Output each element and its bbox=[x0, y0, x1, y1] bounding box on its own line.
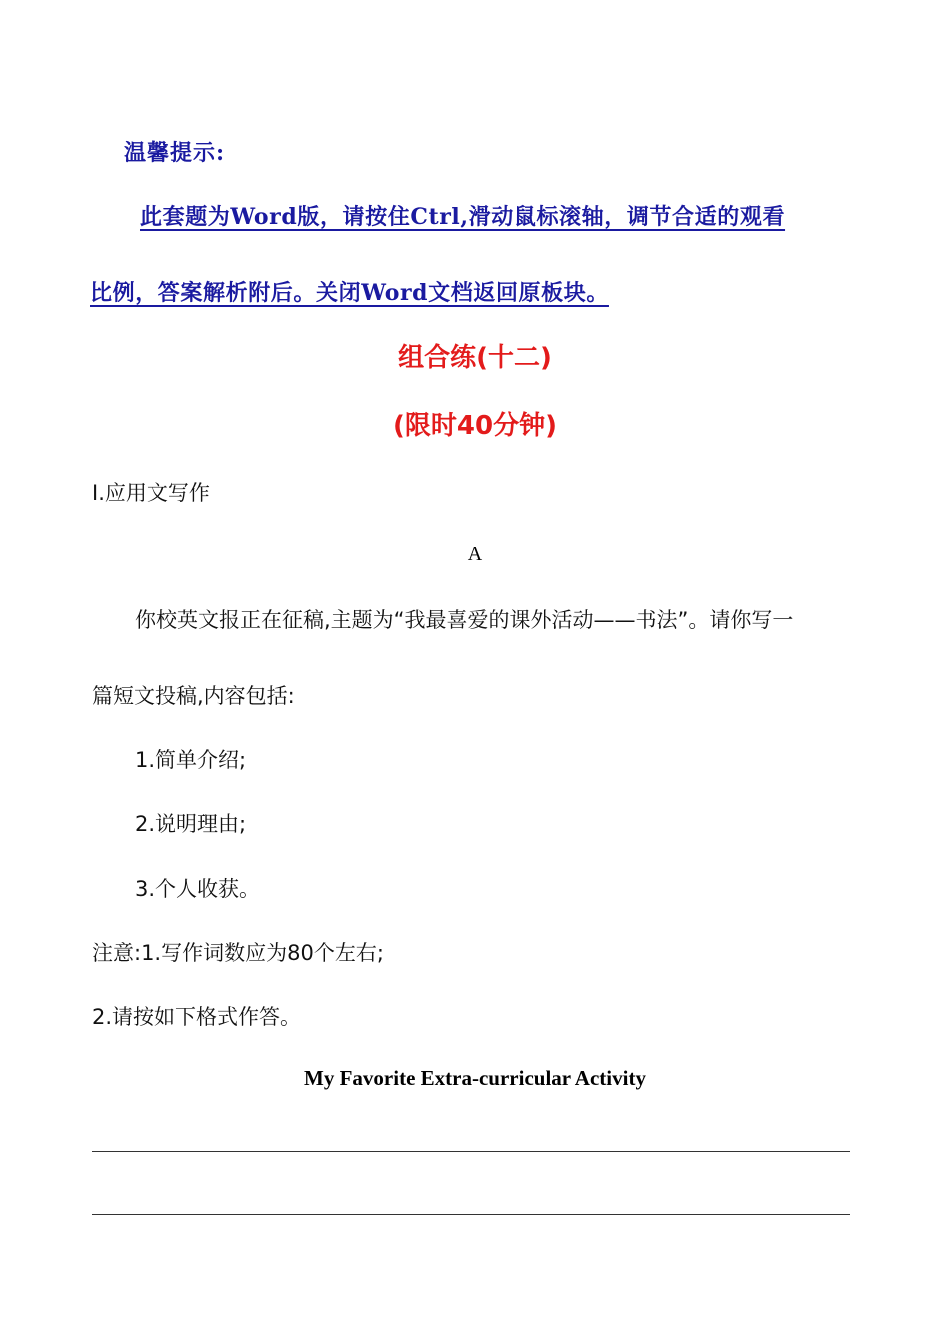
time-limit: (限时40分钟) bbox=[393, 411, 557, 441]
section-label: Ⅰ.应用文写作 bbox=[92, 481, 210, 505]
tip-line-2[interactable]: 比例，答案解析附后。关闭Word文档返回原板块。 bbox=[90, 280, 609, 306]
tip-line-1[interactable]: 此套题为Word版，请按住Ctrl,滑动鼠标滚轴，调节合适的观看 bbox=[140, 204, 786, 230]
prompt-line-1: 你校英文报正在征稿,主题为“我最喜爱的课外活动——书法”。请你写一 bbox=[135, 608, 794, 632]
answer-line bbox=[92, 1151, 850, 1152]
essay-title: My Favorite Extra-curricular Activity bbox=[304, 1066, 646, 1090]
answer-line bbox=[92, 1214, 850, 1215]
prompt-item: 2.说明理由; bbox=[135, 812, 247, 836]
note-line-1: 注意:1.写作词数应为80个左右; bbox=[92, 941, 384, 965]
prompt-item: 1.简单介绍; bbox=[135, 748, 247, 772]
prompt-item: 3.个人收获。 bbox=[135, 877, 261, 901]
exercise-title: 组合练(十二) bbox=[398, 343, 552, 373]
sub-label: A bbox=[467, 543, 483, 565]
tip-title: 温馨提示: bbox=[124, 140, 226, 166]
note-line-2: 2.请按如下格式作答。 bbox=[92, 1005, 302, 1029]
prompt-line-2: 篇短文投稿,内容包括: bbox=[92, 684, 295, 708]
